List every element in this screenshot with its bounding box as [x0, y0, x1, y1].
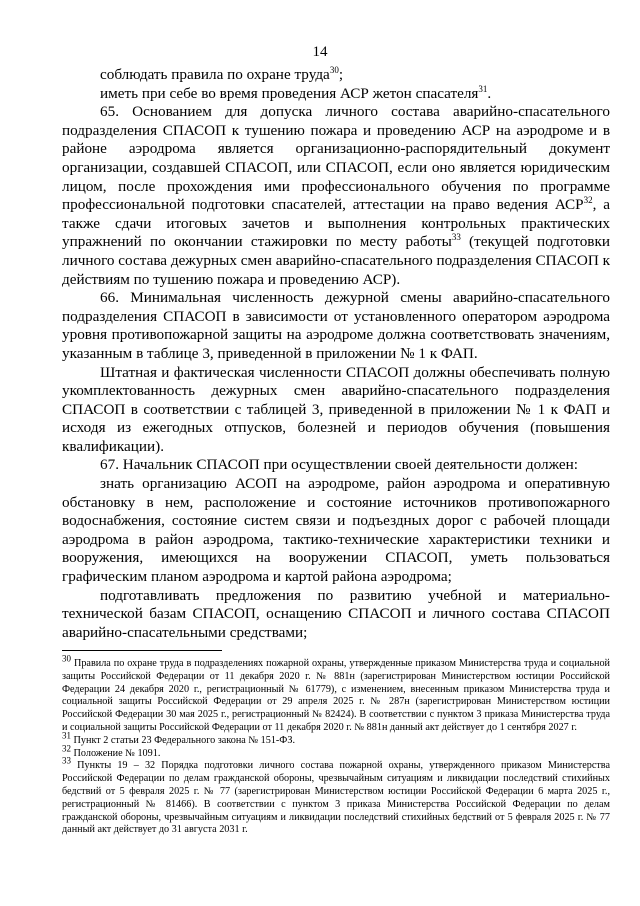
paragraph-know-organization: [62, 475, 610, 587]
paragraph-text-middle: , а также сдачи итоговых зачетов и выполнения контрольных практических упражнений по окончании стажировки по месту работы: [62, 196, 610, 251]
footnote-31: [62, 730, 610, 748]
paragraph-65: [62, 103, 610, 289]
paragraph-rescuer-token: [62, 85, 610, 104]
footnotes: [62, 653, 610, 837]
paragraph-text: 65. Основанием для допуска личного состава аварийно-спасательного подразделения СПАСОП к тушению пожара и проведению АСР на аэродроме и в районе аэродрома является организационно-распорядительный документ организации, создавшей СПАСОП, или СПАСОП, если оно является юридическим лицом, после прохождения ими профессионального обучения по программе профессиональной подготовки спасателей, аттестации на право ведения АСР: [62, 103, 610, 214]
footnote-text: Пункты 19 – 32 Порядка подготовки личного состава пожарной охраны, утвержденного приказом Министерства Российской Федерации по делам гражданской обороны, чрезвычайным ситуациям и ликвидации последствий стихийных бедствий от 5 февраля 2025 г. № 77 (зарегистрирован Министерством юстиции Российской Федерации 6 марта 2025 г., регистрационный № 81466). В соответствии с пунктом 3 приказа Министерства Российской Федерации по делам гражданской обороны, чрезвычайным ситуациям и ликвидации последствий стихийных бедствий от 5 февраля 2025 г. № 77 данный акт действует до 31 августа 2031 г.: [62, 760, 610, 836]
paragraph-prepare-proposals: [62, 587, 610, 643]
footnote-ref: 31: [478, 83, 488, 94]
footnote-number: 31: [62, 730, 71, 741]
paragraph-text: знать организацию АСОП на аэродроме, район аэродрома и оперативную обстановку в нем, расположение и состояние источников противопожарного водоснабжения, состояние систем связи и подъездных дорог с рабочей площади аэродрома в район аэродрома, тактико-технические характеристики техники и вооружения, имеющихся на вооружении СПАСОП, уметь пользоваться графическим планом аэродрома и картой района аэродрома;: [62, 475, 610, 586]
footnote-33: [62, 755, 610, 837]
paragraph-text: подготавливать предложения по развитию учебной и материально-технической базам СПАСОП, оснащению СПАСОП и личного состава СПАСОП аварийно-спасательными средствами;: [62, 586, 610, 641]
footnote-ref: 33: [451, 232, 461, 243]
paragraph-text-end: (текущей подготовки личного состава дежурных смен аварийно-спасательного подразделения СПАСОП к действиям по тушению пожара и проведению АСР).: [62, 233, 610, 288]
body-text: [62, 66, 610, 642]
footnote-number: 33: [62, 755, 71, 766]
footnote-divider: [62, 650, 222, 651]
page-number: 14: [312, 44, 328, 60]
paragraph-text: Штатная и фактическая численности СПАСОП должны обеспечивать полную укомплектованность дежурных смен аварийно-спасательного подразделения СПАСОП в соответствии с таблицей 3, приведенной в приложении № 1 к ФАП и исходя из ежегодных отпусков, болезней и периодов обучения (повышения квалификации).: [62, 363, 610, 455]
footnote-text: Положение № 1091.: [71, 747, 161, 759]
paragraph-text: соблюдать правила по охране труда: [100, 66, 330, 83]
paragraph-66: [62, 289, 610, 363]
paragraph-text: 67. Начальник СПАСОП при осуществлении своей деятельности должен:: [100, 456, 578, 474]
footnote-32: [62, 743, 610, 761]
footnote-text: Правила по охране труда в подразделениях пожарной охраны, утвержденные приказом Министерства труда и социальной защиты Российской Федерации от 11 декабря 2020 г. № 881н (зарегистрирован Министерством юстиции Российской Федерации 24 декабря 2020 г., регистрационный № 61779), с изменением, внесенным приказом Министерства труда и социальной защиты Российской Федерации от 29 апреля 2025 г. № 287н (зарегистрирован Министерством юстиции Российской Федерации 30 мая 2025 г., регистрационный № 82424). В соответствии с пунктом 3 приказа Министерства труда и социальной защиты Российской Федерации от 11 декабря 2020 г. № 881н данный акт действует до 1 сентября 2027 г.: [62, 658, 610, 733]
paragraph-text-end: .: [487, 84, 492, 102]
footnote-text: Пункт 2 статьи 23 Федерального закона № 151-ФЗ.: [71, 734, 296, 746]
paragraph-text: иметь при себе во время проведения АСР жетон спасателя: [100, 84, 479, 102]
footnote-ref: 32: [583, 195, 593, 206]
paragraph-safety-rules: [62, 66, 610, 85]
paragraph-text: 66. Минимальная численность дежурной смены аварийно-спасательного подразделения СПАСОП в зависимости от установленного оператором аэродрома уровня противопожарной защиты на аэродроме должна соответствовать значениям, указанным в таблице 3, приведенной в приложении № 1 к ФАП.: [62, 289, 610, 362]
paragraph-staffing: [62, 364, 610, 457]
footnote-number: 30: [62, 653, 71, 664]
footnote-number: 32: [62, 743, 71, 754]
paragraph-67: [62, 456, 610, 475]
paragraph-text-end: ;: [338, 66, 344, 83]
footnote-30: [62, 653, 610, 735]
footnote-ref: 30: [329, 64, 339, 75]
